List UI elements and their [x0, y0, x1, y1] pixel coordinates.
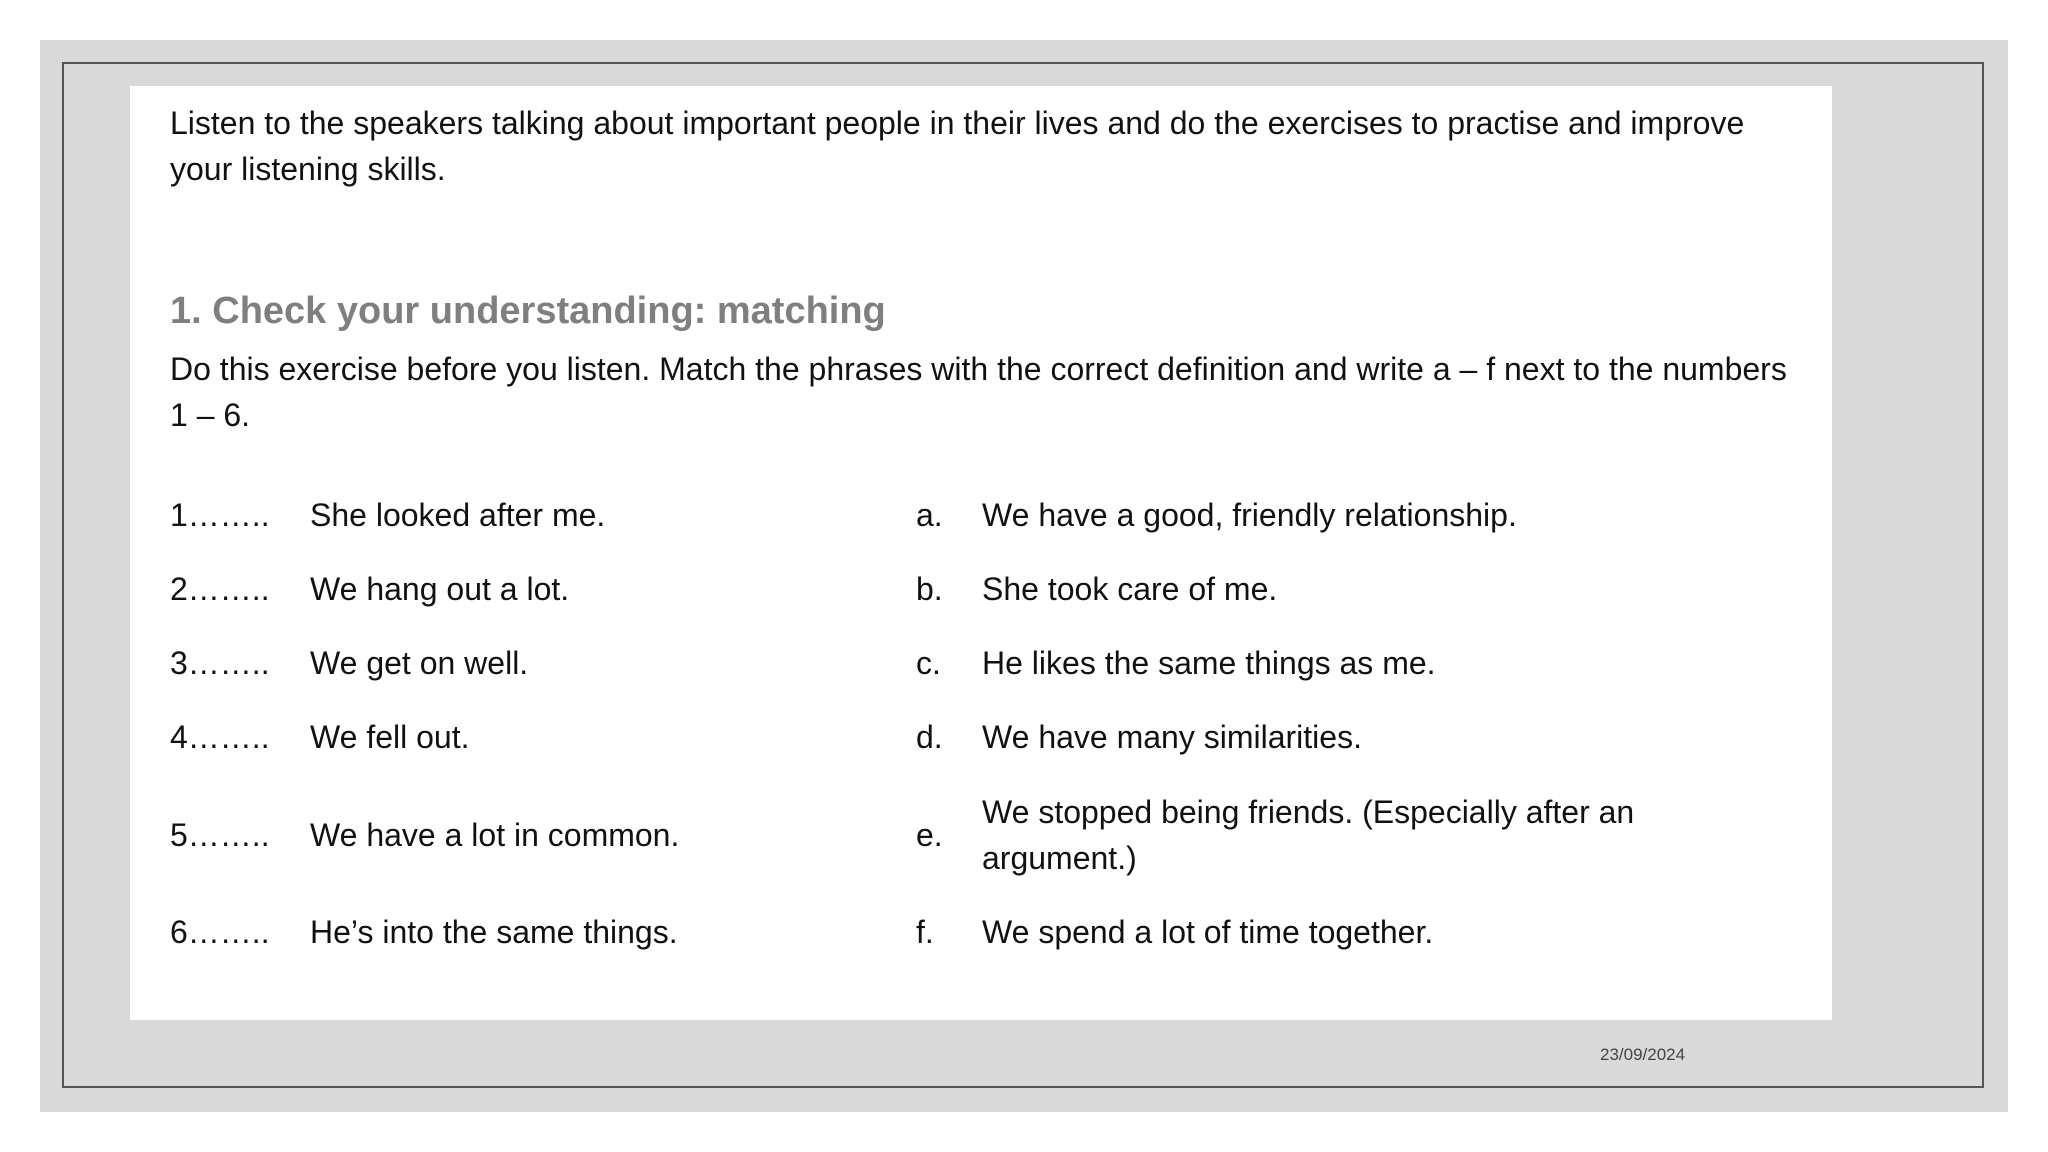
section-heading: 1. Check your understanding: matching: [170, 290, 886, 332]
row-number: 6……..: [170, 914, 270, 950]
row-letter: a.: [916, 497, 943, 533]
row-definition: She took care of me.: [982, 571, 1278, 607]
row-number: 3……..: [170, 645, 270, 681]
instruction-text: Do this exercise before you listen. Match the phrases with the correct definition and write a – f next to the numbers 1 – 6.: [170, 351, 1787, 433]
intro-text: Listen to the speakers talking about important people in their lives and do the exercises to practise and improve your listening skills.: [170, 105, 1745, 187]
row-phrase: We get on well.: [310, 645, 529, 681]
row-number: 1……..: [170, 497, 270, 533]
row-definition: We have many similarities.: [982, 719, 1362, 755]
row-phrase: She looked after me.: [310, 497, 606, 533]
document-page: [130, 86, 1832, 1020]
row-phrase: We have a lot in common.: [310, 817, 680, 853]
row-letter: f.: [916, 914, 934, 950]
row-letter: b.: [916, 571, 943, 607]
row-letter: c.: [916, 645, 941, 681]
row-definition: He likes the same things as me.: [982, 645, 1436, 681]
footer-date: 23/09/2024: [1600, 1045, 1686, 1064]
row-letter: e.: [916, 817, 943, 853]
row-phrase: He’s into the same things.: [310, 914, 678, 950]
row-definition: We stopped being friends. (Especially after an argument.): [982, 794, 1635, 876]
row-number: 5……..: [170, 817, 270, 853]
row-definition: We have a good, friendly relationship.: [982, 497, 1517, 533]
row-definition: We spend a lot of time together.: [982, 914, 1434, 950]
row-letter: d.: [916, 719, 943, 755]
row-phrase: We hang out a lot.: [310, 571, 570, 607]
row-phrase: We fell out.: [310, 719, 470, 755]
row-number: 2……..: [170, 571, 270, 607]
row-number: 4……..: [170, 719, 270, 755]
